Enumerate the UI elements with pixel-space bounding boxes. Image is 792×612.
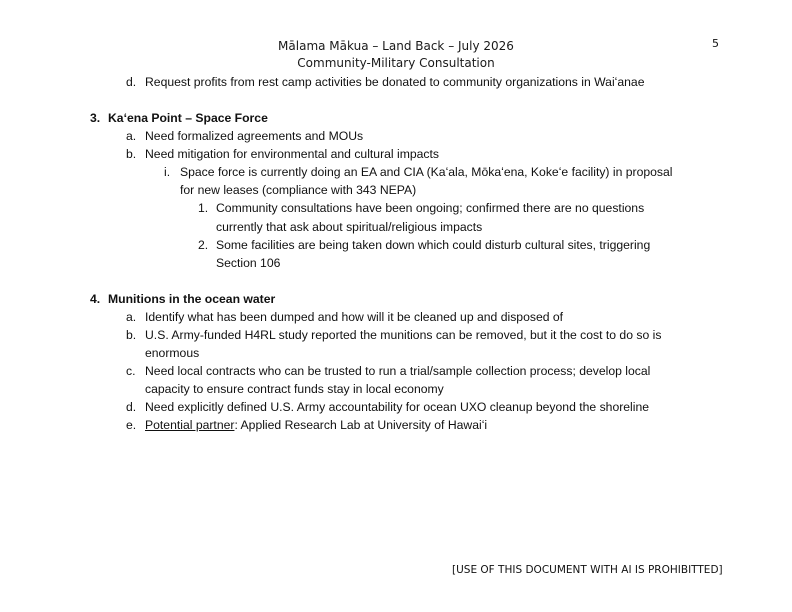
list-item-text-continued: enormous (145, 346, 200, 360)
list-item-text-continued: for new leases (compliance with 343 NEPA) (180, 183, 417, 197)
partner-label: Potential partner (145, 418, 235, 432)
list-marker: b. (126, 147, 137, 161)
list-item-text: Need formalized agreements and MOUs (145, 129, 364, 143)
list-item-text-continued: Section 106 (216, 256, 281, 270)
list-item-text: Space force is currently doing an EA and CIA (Kaʻala, Mōkaʻena, Kokeʻe facility) in proposal (180, 165, 673, 179)
page-number: 5 (712, 37, 719, 50)
list-marker: i. (164, 165, 171, 179)
list-item-text: Need mitigation for environmental and cultural impacts (145, 147, 439, 161)
list-item-text-continued: capacity to ensure contract funds stay in local economy (145, 382, 444, 396)
list-item-text: Some facilities are being taken down which could disturb cultural sites, triggering (216, 238, 651, 252)
section-number: 3. (90, 111, 101, 125)
section-heading: Kaʻena Point – Space Force (108, 111, 268, 125)
partner-text: : Applied Research Lab at University of Hawaiʻi (234, 418, 488, 432)
list-item-text (145, 417, 487, 433)
list-marker: d. (126, 400, 137, 414)
list-marker: 1. (198, 201, 209, 215)
list-marker: e. (126, 418, 137, 432)
list-item-text: Need explicitly defined U.S. Army accountability for ocean UXO cleanup beyond the shoreline (145, 400, 650, 414)
document-title: Mālama Mākua – Land Back – July 2026 (278, 39, 514, 53)
list-marker: a. (126, 129, 137, 143)
list-item-text: U.S. Army-funded H4RL study reported the munitions can be removed, but it the cost to do so is (145, 328, 662, 342)
list-marker: c. (126, 364, 136, 378)
list-marker: d. (126, 75, 137, 89)
list-marker: a. (126, 310, 137, 324)
list-item-text: Community consultations have been ongoing; confirmed there are no questions (216, 201, 645, 215)
list-item-text: Need local contracts who can be trusted to run a trial/sample collection process; develop local (145, 364, 651, 378)
list-item-text-continued: currently that ask about spiritual/religious impacts (216, 220, 483, 234)
list-marker: 2. (198, 238, 209, 252)
list-marker: b. (126, 328, 137, 342)
document-subtitle: Community-Military Consultation (297, 56, 495, 70)
list-item-text: Identify what has been dumped and how will it be cleaned up and disposed of (145, 310, 564, 324)
section-heading: Munitions in the ocean water (108, 292, 276, 306)
section-number: 4. (90, 292, 101, 306)
footer-notice: [USE OF THIS DOCUMENT WITH AI IS PROHIBITTED] (452, 564, 723, 576)
list-item-text: Request profits from rest camp activities be donated to community organizations in Waiʻanae (145, 75, 645, 89)
